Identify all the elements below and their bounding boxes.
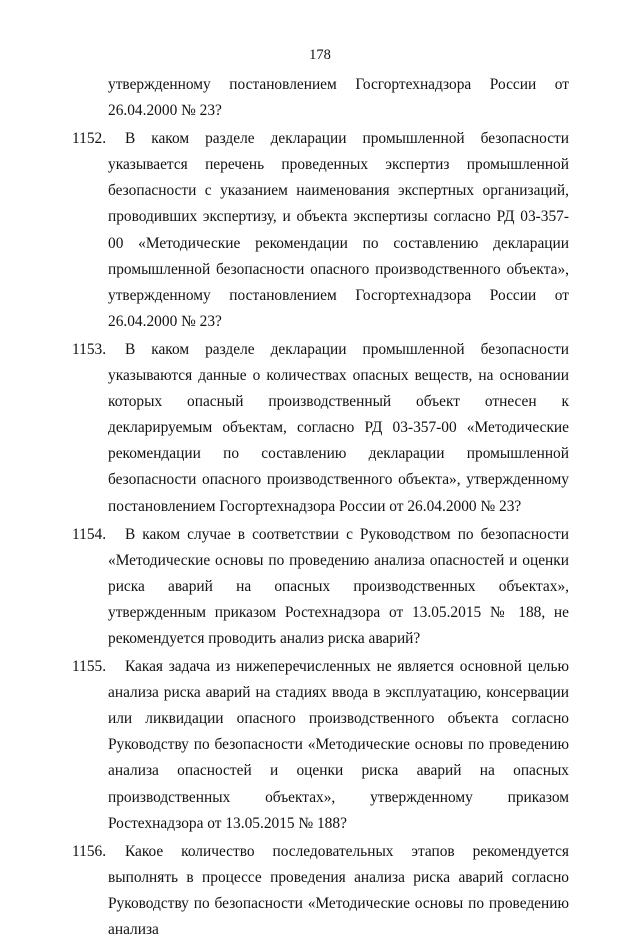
question-text: Какое количество последовательных этапов рекомендуется выполнять в процессе проведения анализа риска аварий согласно Руководству по безопасности «Методические основы по проведению анализа <box>108 842 569 938</box>
question-number: 1154. <box>72 525 107 543</box>
question-item-1152 <box>72 126 569 335</box>
page-content <box>72 72 569 945</box>
page-number: 178 <box>309 47 331 63</box>
question-text: В каком разделе декларации промышленной безопасности указывается перечень проведенных экспертиз промышленной безопасности с указанием наименования экспертных организаций, проводивших экспертизу, и объекта экспертизы согласно РД 03-357-00 «Методические рекомендации по составлению декларации промышленной безопасности опасного производственного объекта», утвержденному постановлением Госгортехнадзора России от 26.04.2000 № 23? <box>108 130 569 330</box>
question-number: 1156. <box>72 842 107 860</box>
question-item-1155 <box>72 654 569 837</box>
question-item-1153 <box>72 337 569 520</box>
continuation-paragraph: утвержденному постановлением Госгортехнадзора России от 26.04.2000 № 23? <box>108 76 569 120</box>
question-text: В каком случае в соответствии с Руководством по безопасности «Методические основы по проведению анализа опасностей и оценки риска аварий на опасных производственных объектах», утвержденным приказом Ростехнадзора от 13.05.2015 № 188, не рекомендуется проводить анализ риска аварий? <box>108 525 569 647</box>
question-item-1156 <box>72 839 569 943</box>
question-number: 1155. <box>72 658 107 676</box>
question-number: 1152. <box>72 130 107 148</box>
question-text: Какая задача из нижеперечисленных не является основной целью анализа риска аварий на стадиях ввода в эксплуатацию, консервации или ликвидации опасного производственного объекта согласно Руководству по безопасности «Методические основы по проведению анализа опасностей и оценки риска аварий на опасных производственных объектах», утвержденному приказом Ростехнадзора от 13.05.2015 № 188? <box>108 658 569 832</box>
question-text: В каком разделе декларации промышленной безопасности указываются данные о количествах опасных веществ, на основании которых опасный производственный объект отнесен к декларируемым объектам, согласно РД 03-357-00 «Методические рекомендации по составлению декларации промышленной безопасности опасного производственного объекта», утвержденному постановлением Госгортехнадзора России от 26.04.2000 № 23? <box>108 340 569 515</box>
question-number: 1153. <box>72 340 107 358</box>
question-item-1154 <box>72 522 569 652</box>
